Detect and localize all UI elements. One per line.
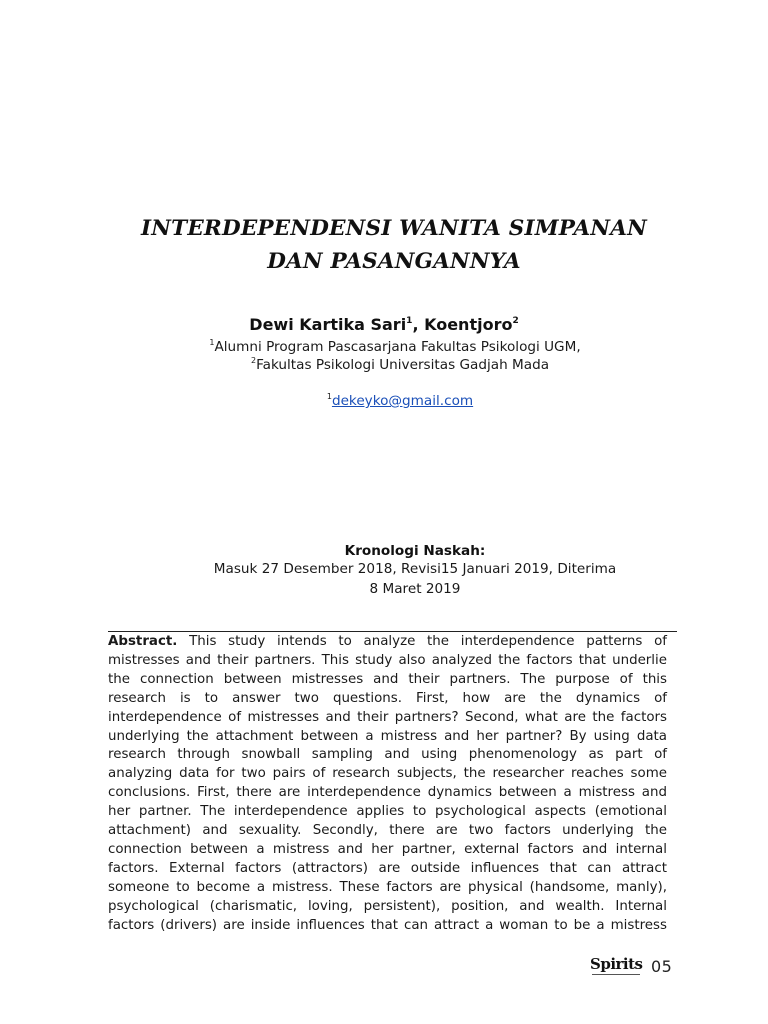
abstract-line: underlying the attachment between a mistress and her partner? By using data xyxy=(108,728,667,744)
abstract-line: analyzing data for two pairs of research subjects, the researcher reaches some xyxy=(108,766,667,782)
abstract-line: someone to become a mistress. These factors are physical (handsome, manly), xyxy=(108,879,667,895)
author-list xyxy=(0,312,768,338)
abstract-line: interdependence of mistresses and their partners? Second, what are the factors xyxy=(108,709,667,725)
abstract-line: connection between a mistress and her partner, external factors and internal xyxy=(108,841,667,857)
affiliation-text: Fakultas Psikologi Universitas Gadjah Mada xyxy=(256,357,550,373)
abstract-line: research is to answer two questions. First, how are the dynamics of xyxy=(108,690,667,706)
author-affiliation-marker: 1 xyxy=(406,316,413,326)
page-footer xyxy=(590,955,680,979)
chronology-heading: Kronologi Naskah: xyxy=(344,543,486,559)
section-divider xyxy=(108,631,677,632)
contact-email xyxy=(0,391,768,411)
abstract-line xyxy=(108,633,667,652)
abstract-line: factors (drivers) are inside influences that can attract a woman to be a mistress xyxy=(108,917,667,933)
abstract-line: mistresses and their partners. This study also analyzed the factors that underlie xyxy=(108,652,667,668)
journal-logo: Spirits xyxy=(590,955,643,973)
affiliation-marker: 1 xyxy=(209,338,215,347)
author-name: Koentjoro xyxy=(424,315,513,334)
email-marker: 1 xyxy=(326,392,332,401)
email-link[interactable]: dekeyko@gmail.com xyxy=(331,393,474,409)
affiliation-marker: 2 xyxy=(250,356,257,365)
chronology-line: Masuk 27 Desember 2018, Revisi15 Januari 2019, Diterima xyxy=(213,561,617,577)
abstract-line: psychological (charismatic, loving, persistent), position, and wealth. Internal xyxy=(108,898,667,914)
abstract-line: conclusions. First, there are interdependence dynamics between a mistress and xyxy=(108,785,667,801)
abstract-line: the connection between mistresses and their partners. The purpose of this xyxy=(108,671,667,687)
author-name: Dewi Kartika Sari xyxy=(249,315,407,334)
affiliation xyxy=(0,356,768,375)
abstract-text: This study intends to analyze the interdependence patterns of xyxy=(177,634,667,649)
chronology-dates xyxy=(200,560,630,599)
abstract-line: factors. External factors (attractors) are outside influences that can attract xyxy=(108,860,667,876)
author-affiliation-marker: 2 xyxy=(512,316,519,326)
abstract-label: Abstract. xyxy=(108,634,178,649)
title-line-1: INTERDEPENDENSI WANITA SIMPANAN xyxy=(141,216,647,241)
abstract-line: research through snowball sampling and using phenomenology as part of xyxy=(108,747,667,763)
abstract-line: attachment) and sexuality. Secondly, there are two factors underlying the xyxy=(108,823,667,839)
logo-underline xyxy=(592,974,640,975)
paper-title xyxy=(110,212,678,278)
affiliation-text: Alumni Program Pascasarjana Fakultas Psikologi UGM, xyxy=(214,339,581,355)
author-separator: , xyxy=(412,315,425,334)
page-number: 05 xyxy=(651,957,673,976)
chronology-line: 8 Maret 2019 xyxy=(369,580,461,597)
abstract xyxy=(108,633,667,936)
title-line-2: DAN PASANGANNYA xyxy=(267,249,521,274)
affiliation xyxy=(0,338,768,357)
abstract-line: her partner. The interdependence applies to psychological aspects (emotional xyxy=(108,804,667,820)
